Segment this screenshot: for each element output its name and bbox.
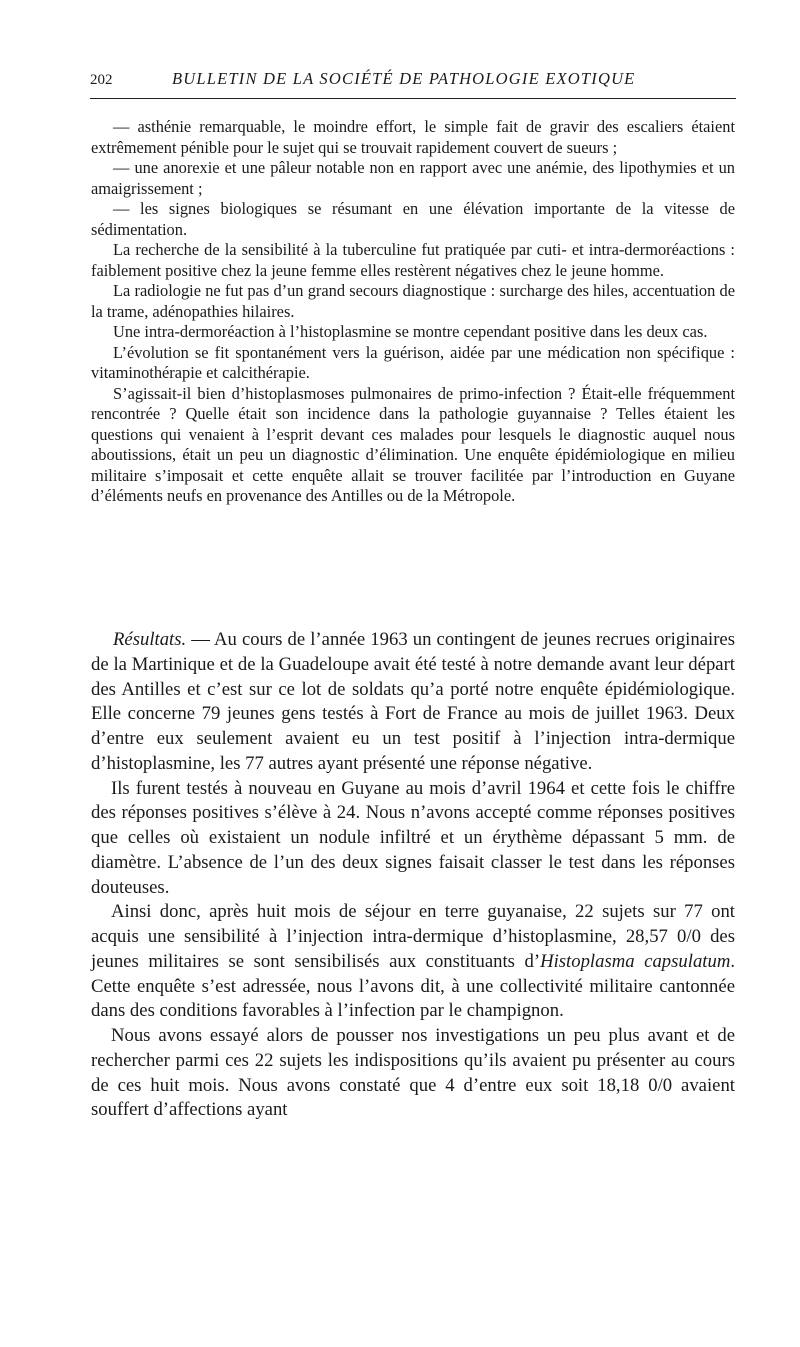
symptom-biological-signs: — les signes biologiques se résumant en une élévation importante de la vitesse de sédimentation. bbox=[91, 199, 735, 239]
symptom-asthenia: — asthénie remarquable, le moindre effort, le simple fait de gravir des escaliers étaient extrêmement pénible pour le sujet qui se trouvait rapidement couvert de sueurs ; bbox=[91, 117, 735, 157]
results-heading: Résultats. bbox=[113, 629, 187, 650]
species-name: Histoplasma capsulatum bbox=[540, 950, 731, 972]
paragraph-questions: S’agissait-il bien d’histoplasmoses pulmonaires de primo-infection ? Était-elle fréquemment rencontrée ? Quelle était son incidence dans la pathologie guyannaise ? Telles étaient les questions qui venaient à l’esprit devant ces malades pour lesquels le diagnostic auquel nous aboutissions, était un peu un diagnostic d’élimination. Une enquête épidémiologique en milieu militaire s’imposait et cette enquête allait se trouver facilitée par l’introduction en Guyane d’éléments neufs en provenance des Antilles ou de la Métropole. bbox=[91, 383, 735, 505]
results-paragraph-1 bbox=[91, 628, 735, 777]
results-paragraph-3-end: . Cette enquête s’est adressée, nous l’avons dit, à une collectivité militaire cantonnée dans des conditions favorables à l’infection par le champignon. bbox=[91, 950, 736, 1022]
results-section bbox=[91, 628, 735, 1123]
paragraph-tuberculin: La recherche de la sensibilité à la tuberculine fut pratiquée par cuti- et intra-dermoréactions : faiblement positive chez la jeune femme elles restèrent négatives chez le jeune homme. bbox=[91, 240, 735, 280]
running-header bbox=[90, 68, 736, 99]
results-paragraph-1-body: — Au cours de l’année 1963 un contingent de jeunes recrues originaires de la Martinique et de la Guadeloupe avait été testé à notre demande avant leur départ des Antilles et c’est sur ce lot de soldats qu’a porté notre enquête épidémiologique. Elle concerne 79 jeunes gens testés à Fort de France au mois de juillet 1963. Deux d’entre eux seulement avaient eu un test positif à l’injection intra-dermique d’histoplasmine, les 77 autres ayant présenté une réponse négative. bbox=[91, 629, 735, 774]
paragraph-evolution: L’évolution se fit spontanément vers la guérison, aidée par une médication non spécifique : vitaminothérapie et calcithérapie. bbox=[91, 342, 735, 382]
symptom-anorexia: — une anorexie et une pâleur notable non en rapport avec une anémie, des lipothymies et un amaigrissement ; bbox=[91, 158, 735, 198]
journal-title: BULLETIN DE LA SOCIÉTÉ DE PATHOLOGIE EXOTIQUE bbox=[172, 69, 636, 88]
results-paragraph-4: Nous avons essayé alors de pousser nos investigations un peu plus avant et de rechercher parmi ces 22 sujets les indispositions qu’ils avaient pu présenter au cours de ces huit mois. Nous avons constaté que 4 d’entre eux soit 18,18 0/0 avaient souffert d’affections ayant bbox=[91, 1025, 735, 1121]
paragraph-histoplasmin: Une intra-dermoréaction à l’histoplasmine se montre cependant positive dans les deux cas. bbox=[113, 322, 708, 341]
results-paragraph-3 bbox=[91, 900, 735, 1024]
results-paragraph-2: Ils furent testés à nouveau en Guyane au mois d’avril 1964 et cette fois le chiffre des réponses positives s’élève à 24. Nous n’avons accepté comme réponses positives que celles où existaient un nodule infiltré et un érythème dépassant 5 mm. de diamètre. L’absence de l’un des deux signes faisait classer le test dans les réponses douteuses. bbox=[91, 777, 735, 898]
paragraph-radiology: La radiologie ne fut pas d’un grand secours diagnostique : surcharge des hiles, accentuation de la trame, adénopathies hilaires. bbox=[91, 281, 735, 321]
page-number: 202 bbox=[90, 72, 113, 88]
results-paragraph-3-start: Ainsi donc, après huit mois de séjour en terre guyanaise, 22 sujets sur 77 ont acquis une sensibilité à l’injection intra-dermique d’histoplasmine, 28,57 0/0 des jeunes militaires se sont sensibilisés aux constituants d’ bbox=[91, 901, 735, 972]
case-description-section bbox=[91, 117, 735, 507]
